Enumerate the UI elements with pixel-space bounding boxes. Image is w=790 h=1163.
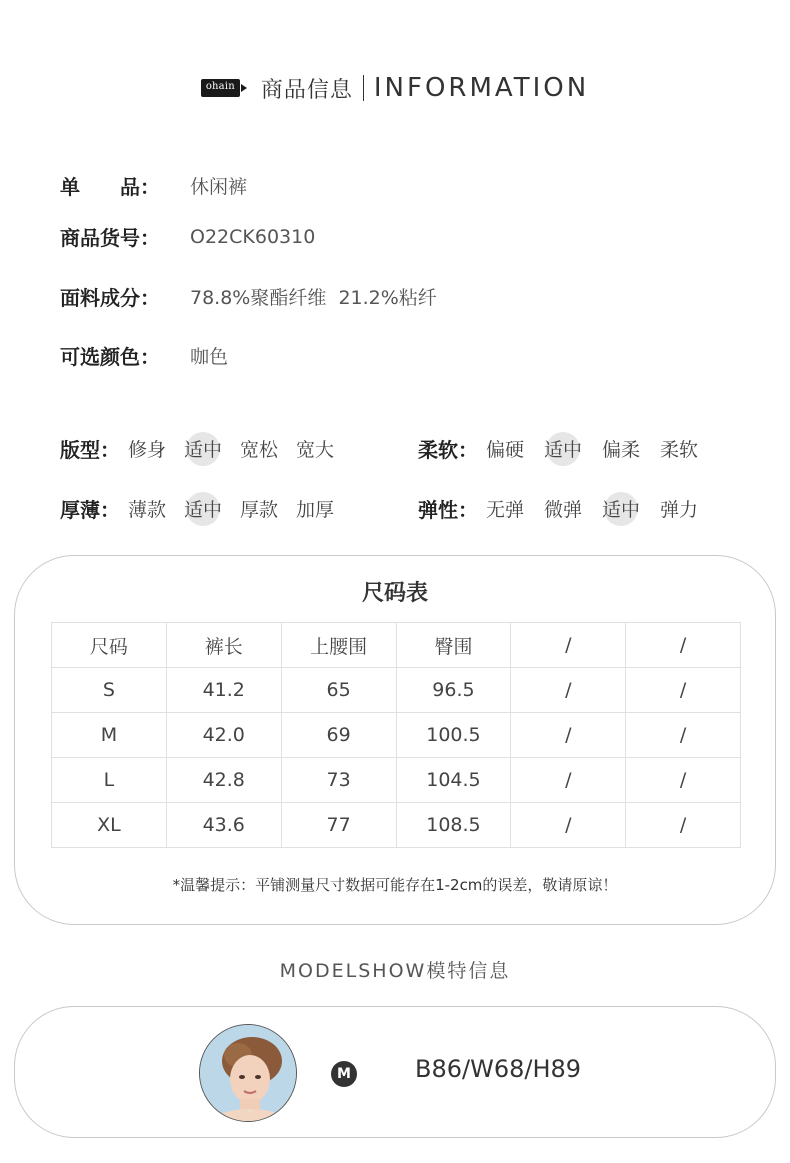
table-cell: / <box>511 803 626 848</box>
table-cell: S <box>52 668 167 713</box>
brand-logo-text: ohain <box>201 79 240 97</box>
brand-logo <box>201 79 247 97</box>
table-header-cell: 上腰围 <box>281 623 396 668</box>
table-cell: 96.5 <box>396 668 511 713</box>
attr-option: 加厚 <box>296 499 335 521</box>
attr-softness <box>418 434 716 463</box>
model-avatar <box>199 1024 297 1122</box>
attr-label: 柔软： <box>418 438 478 462</box>
model-info-card <box>14 1006 776 1138</box>
attr-fit <box>60 434 352 463</box>
attr-option-selected: 适中 <box>184 435 222 462</box>
table-header-cell: 尺码 <box>52 623 167 668</box>
table-row <box>52 758 741 803</box>
info-row-fabric <box>60 282 437 311</box>
table-row <box>52 803 741 848</box>
table-cell: 73 <box>281 758 396 803</box>
attr-option: 微弹 <box>544 499 583 521</box>
info-value: 休闲裤 <box>190 176 248 198</box>
info-label: 面料成分： <box>60 286 160 310</box>
size-table <box>51 622 741 848</box>
table-cell: / <box>626 758 741 803</box>
table-cell: 65 <box>281 668 396 713</box>
table-header-row <box>52 623 741 668</box>
model-size-badge: M <box>331 1061 357 1087</box>
model-measurements: B86/W68/H89 <box>415 1055 582 1083</box>
model-section-title: MODELSHOW模特信息 <box>279 960 511 982</box>
attr-option: 偏硬 <box>486 439 525 461</box>
attr-option: 无弹 <box>486 499 525 521</box>
table-header-cell: / <box>511 623 626 668</box>
info-value: 78.8%聚酯纤维 21.2%粘纤 <box>190 287 437 309</box>
table-cell: / <box>511 668 626 713</box>
info-row-sku <box>60 222 315 251</box>
attr-label: 厚薄： <box>60 498 120 522</box>
size-chart-card <box>14 555 776 925</box>
attr-option: 厚款 <box>240 499 279 521</box>
attr-label: 版型： <box>60 438 120 462</box>
attr-label: 弹性： <box>418 498 478 522</box>
attr-option: 修身 <box>128 439 167 461</box>
header-divider <box>363 75 364 101</box>
table-row <box>52 713 741 758</box>
attr-option: 宽大 <box>296 439 335 461</box>
attr-option-selected: 适中 <box>184 495 222 522</box>
table-header-cell: / <box>626 623 741 668</box>
attr-thickness <box>60 494 352 523</box>
play-triangle-icon <box>241 84 247 92</box>
info-label: 商品货号： <box>60 226 160 250</box>
attr-option: 柔软 <box>660 439 699 461</box>
table-cell: / <box>511 758 626 803</box>
table-cell: / <box>626 803 741 848</box>
table-cell: 100.5 <box>396 713 511 758</box>
table-cell: 41.2 <box>166 668 281 713</box>
section-header <box>0 70 790 106</box>
header-title-cn: 商品信息 <box>260 77 353 103</box>
size-chart-title: 尺码表 <box>361 581 428 606</box>
table-cell: 43.6 <box>166 803 281 848</box>
table-cell: 104.5 <box>396 758 511 803</box>
header-title-en: INFORMATION <box>373 73 590 103</box>
table-header-cell: 臀围 <box>396 623 511 668</box>
table-cell: XL <box>52 803 167 848</box>
table-header-cell: 裤长 <box>166 623 281 668</box>
table-cell: / <box>511 713 626 758</box>
table-cell: 42.8 <box>166 758 281 803</box>
attr-option: 宽松 <box>240 439 279 461</box>
table-cell: 77 <box>281 803 396 848</box>
info-value: 咖色 <box>190 346 229 368</box>
attr-option-selected: 适中 <box>602 495 640 522</box>
table-row <box>52 668 741 713</box>
table-cell: / <box>626 668 741 713</box>
attr-option: 偏柔 <box>602 439 641 461</box>
table-cell: M <box>52 713 167 758</box>
table-cell: L <box>52 758 167 803</box>
info-row-color <box>60 341 228 370</box>
info-value: O22CK60310 <box>190 225 316 248</box>
table-cell: / <box>626 713 741 758</box>
attr-option: 弹力 <box>660 499 699 521</box>
attr-option-selected: 适中 <box>544 435 582 462</box>
info-row-item <box>60 171 247 200</box>
model-portrait-icon <box>200 1025 297 1122</box>
info-label: 可选颜色： <box>60 345 160 369</box>
table-cell: 42.0 <box>166 713 281 758</box>
table-cell: 108.5 <box>396 803 511 848</box>
size-chart-note: *温馨提示：平铺测量尺寸数据可能存在1-2cm的误差，敬请原谅！ <box>172 876 618 894</box>
info-label: 单 品： <box>60 175 160 199</box>
table-cell: 69 <box>281 713 396 758</box>
attr-elasticity <box>418 494 716 523</box>
attr-option: 薄款 <box>128 499 167 521</box>
